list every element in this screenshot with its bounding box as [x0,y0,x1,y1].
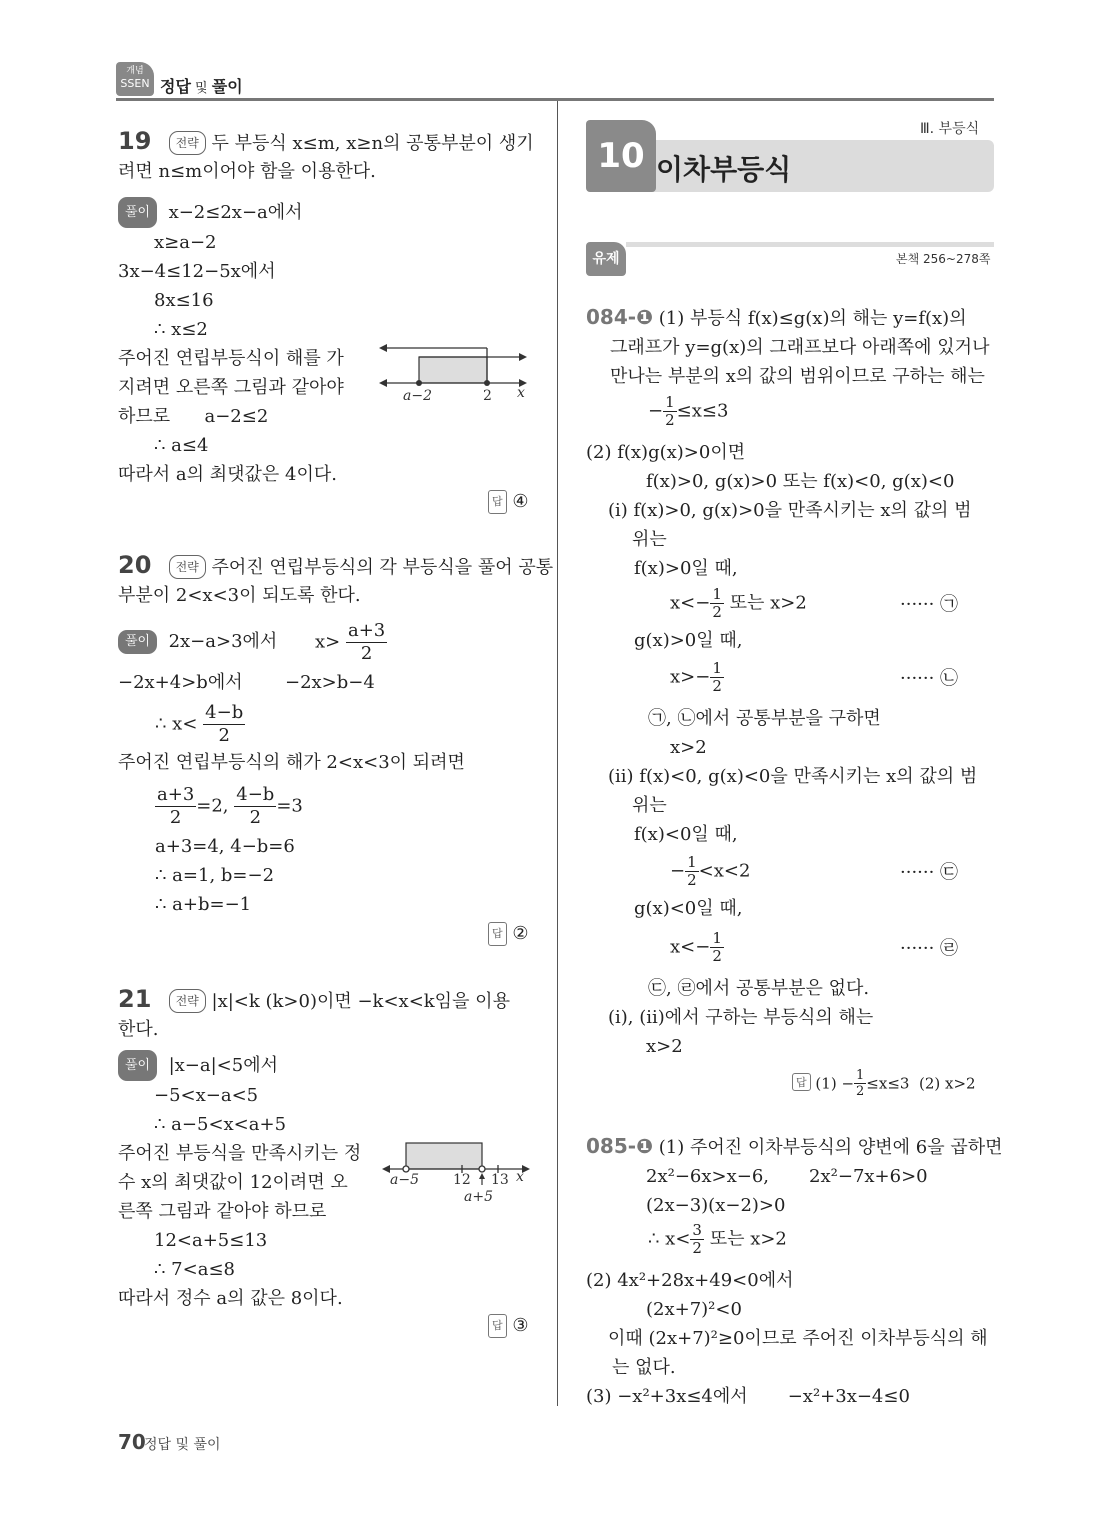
p084-case-i-3: x>− $\frac{1}{2}$ [670,659,722,695]
page-number: 70 [118,1430,146,1454]
p084-mark-2: ······ ㉡ [900,668,959,689]
svg-text:a+5: a+5 [464,1189,493,1205]
p084-case-ii: (ⅱ) f(x)<0, g(x)<0을 만족시키는 x의 값의 범 위는 f(x)<0일 때, [608,766,978,845]
p084-case-ii-3: x<− $\frac{1}{2}$ [670,929,722,965]
p084-case-ii-1: − $\frac{1}{2}$ <x<2 [670,853,751,889]
p085-frac: ∴ x< $\frac{3}{2}$ 또는 x>2 [648,1221,787,1257]
svg-text:12: 12 [453,1172,471,1188]
p084-case-i-2: g(x)>0일 때, [634,630,743,651]
problem-084: 084-❶ (1) 부등식 f(x)≤g(x)의 해는 y=f(x)의 그래프가 y=g(x)의 그래프보다 아래쪽에 있거나 만나는 부분의 x의 값의 범위이므로 구하는 해는 [586,305,990,387]
q20-steps-end: a+3=4, 4−b=6 ∴ a=1, b=−2 ∴ a+b=−1 [155,836,295,915]
problem-20: 20 전략 주어진 연립부등식의 각 부등식을 풀어 공통 부분이 2<x<3이 되도록 한다. [118,551,554,606]
q19-solution: 풀이 x−2≤2x−a에서 x≥a−2 3x−4≤12−5x에서 8x≤16 ∴ x≤2 주어진 연립부등식이 해를 가 지려면 오른쪽 그림과 같아야 하므로 a−2≤2 ∴ a≤4 따라서 a의 최댓값은 4이다. [118,197,344,489]
q20-step-1: 풀이 2x−a>3에서 [118,630,277,654]
logo: 개념 SSEN [116,62,154,96]
problem-085: 085-❶ (1) 주어진 이차부등식의 양변에 6을 곱하면 2x²−6x>x−6, 2x²−7x+6>0 (2x−3)(x−2)>0 [586,1134,1003,1216]
problem-21: 21 전략 |x|<k (k>0)이면 −k<x<k임을 이용 한다. [118,985,510,1040]
p084-case-ii-2: g(x)<0일 때, [634,898,743,919]
header-rule [116,98,994,101]
svg-text:2: 2 [483,388,492,404]
p084-conclusion: ㉢, ㉣에서 공통부분은 없다. (ⅰ), (ⅱ)에서 구하는 부등식의 해는 x>2 [608,978,874,1057]
q21-answer: 답 ③ [488,1314,529,1338]
q19-answer: 답 ④ [488,490,529,514]
svg-text:x: x [516,1169,524,1185]
p084-mark-1: ······ ㉠ [900,594,959,615]
p084-sol-1: − $\frac{1}{2}$ ≤x≤3 [648,393,729,429]
q20-frac-3: $\frac{a+3}{2}$ =2, $\frac{4-b}{2}$ =3 [157,784,303,828]
p085-rest: (2) 4x²+28x+49<0에서 (2x+7)²<0 이때 (2x+7)²≥0이므로 주어진 이차부등식의 해 는 없다. (3) −x²+3x≤4에서 −x²+3x−4≤0 [586,1270,988,1407]
p084-case-i-1: x<− $\frac{1}{2}$ 또는 x>2 [670,585,807,621]
q20-answer: 답 ② [488,922,529,946]
p084-part2: (2) f(x)g(x)>0이면 f(x)>0, g(x)>0 또는 f(x)<0, g(x)<0 (ⅰ) f(x)>0, g(x)>0을 만족시키는 x의 값의 범 위는 f(x)>0일 때, [586,442,972,579]
q19-number-line [375,335,535,405]
chapter-number: 10 [586,120,656,192]
chapter-title: 이차부등식 [656,153,792,186]
svg-text:a−5: a−5 [390,1172,419,1188]
q20-step-4: 주어진 연립부등식의 해가 2<x<3이 되려면 [118,752,465,773]
p084-mark-3: ······ ㉢ [900,862,959,883]
q20-frac-2: ∴ x< $\frac{4-b}{2}$ [155,702,244,746]
yuje-badge: 유제 [586,242,626,276]
q21-number-line [378,1135,538,1207]
yuje-rule [626,242,994,247]
header-title: 정답 및 풀이 [160,77,243,96]
q21-solution: 풀이 |x−a|<5에서 −5<x−a<5 ∴ a−5<x<a+5 주어진 부등식을 만족시키는 정 수 x의 최댓값이 12이려면 오 른쪽 그림과 같아야 하므로 12<a+5≤13 ∴ 7<a≤8 따라서 정수 a의 값은 8이다. [118,1050,361,1313]
svg-text:a−2: a−2 [403,388,432,404]
p084-case-i-end: ㉠, ㉡에서 공통부분을 구하면 x>2 [648,708,881,758]
column-divider [557,101,558,1406]
svg-text:13: 13 [491,1172,509,1188]
yuje-page-ref: 본책 256~278쪽 [896,252,991,266]
q20-frac-1: x> $\frac{a+3}{2}$ [315,620,386,664]
footer-label: 정답 및 풀이 [144,1437,221,1453]
q20-step-2: −2x+4>b에서 [118,672,243,693]
p084-answer: 답 (1) − $\frac{1}{2}$ ≤x≤3 (2) x>2 [792,1068,976,1099]
q20-step-3: −2x>b−4 [285,672,375,693]
section-label: Ⅲ. 부등식 [920,121,980,137]
p084-mark-4: ······ ㉣ [900,938,959,959]
svg-text:x: x [517,385,525,401]
problem-19: 19 전략 두 부등식 x≤m, x≥n의 공통부분이 생기 려면 n≤m이어야 함을 이용한다. [118,127,534,182]
